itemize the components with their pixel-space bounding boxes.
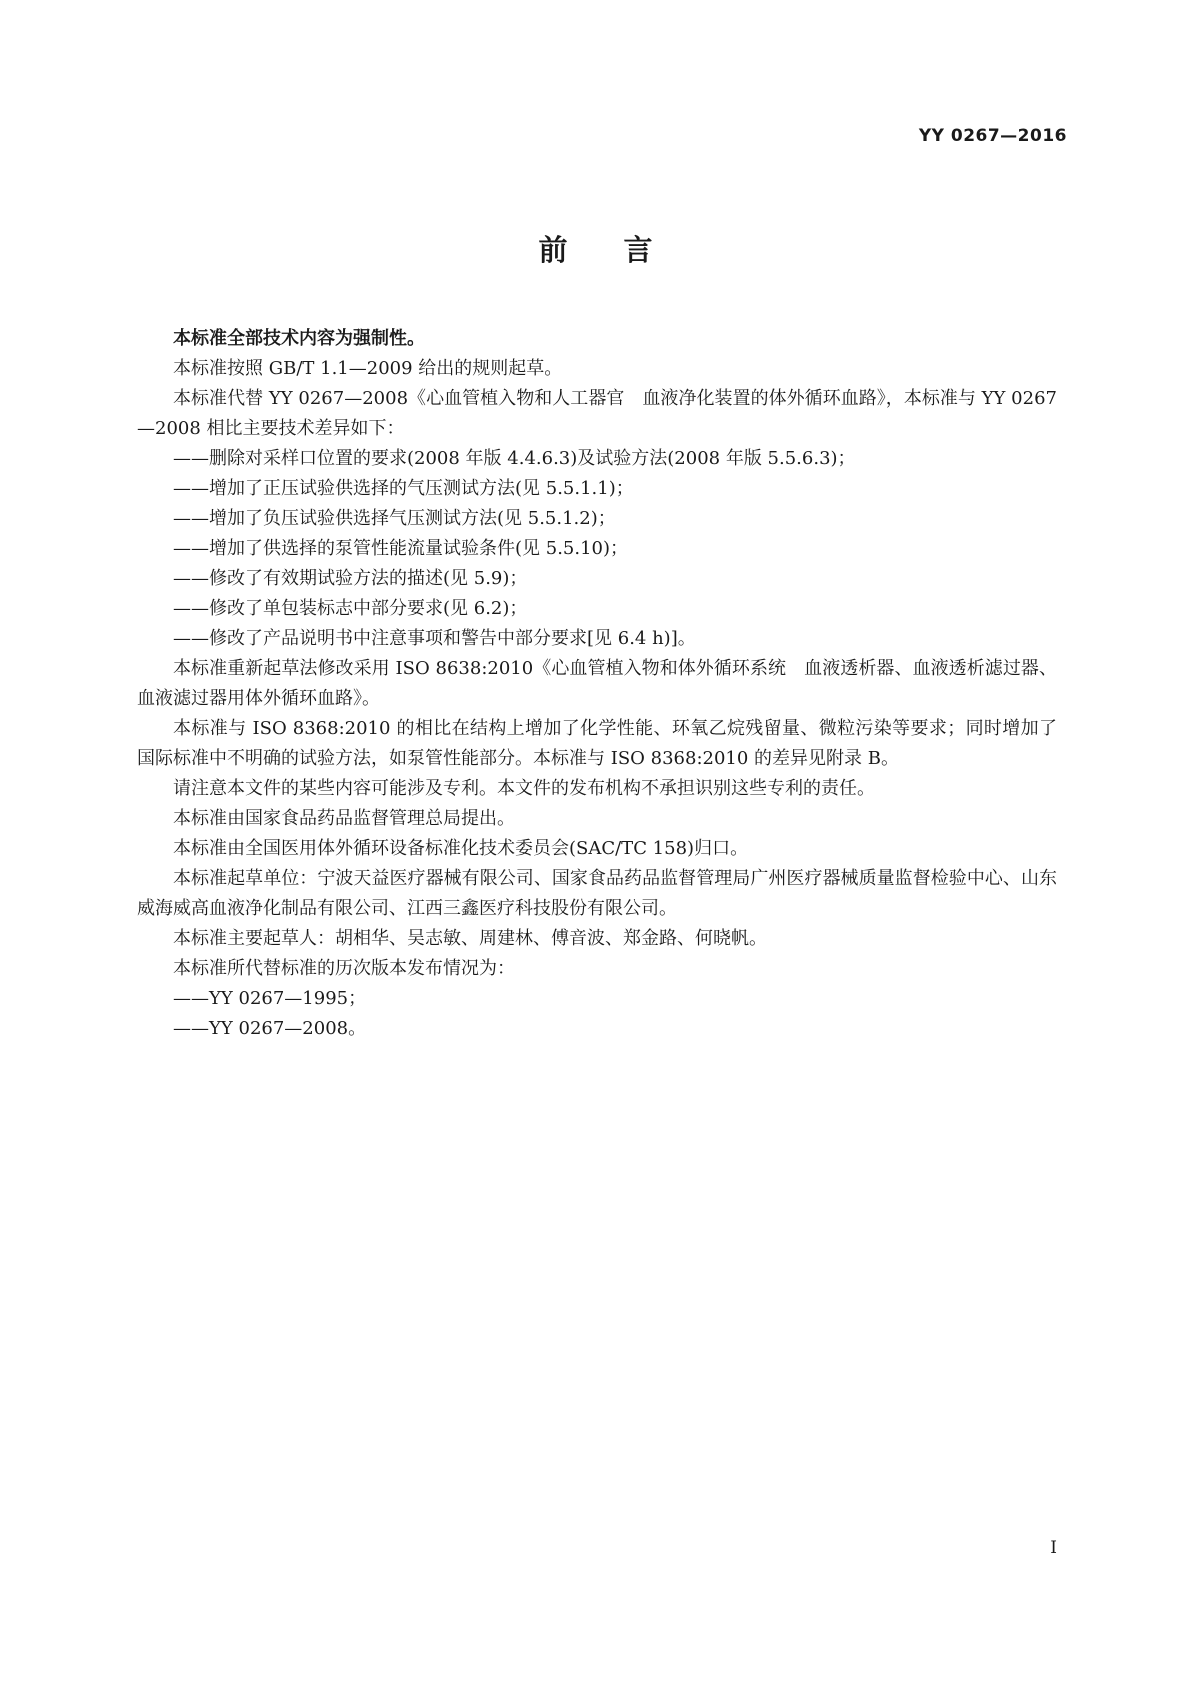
list-item: ——YY 0267—2008。 [173, 1018, 367, 1039]
list-item: ——删除对采样口位置的要求(2008 年版 4.4.6.3)及试验方法(2008 年版 5.5.6.3)； [173, 448, 856, 469]
paragraph-drafting-rules: 本标准按照 GB/T 1.1—2009 给出的规则起草。 [173, 358, 563, 379]
paragraph-replaces: 本标准代替 YY 0267—2008《心血管植入物和人工器官 血液净化装置的体外循环血路》，本标准与 YY 0267—2008 相比主要技术差异如下： [137, 388, 1057, 439]
paragraph-mandatory: 本标准全部技术内容为强制性。 [173, 328, 425, 349]
paragraph-drafting-units: 本标准起草单位：宁波天益医疗器械有限公司、国家食品药品监督管理局广州医疗器械质量监督检验中心、山东威海威高血液净化制品有限公司、江西三鑫医疗科技股份有限公司。 [137, 868, 1057, 919]
list-item: ——增加了供选择的泵管性能流量试验条件(见 5.5.10)； [173, 538, 629, 559]
paragraph-proposed-by: 本标准由国家食品药品监督管理总局提出。 [173, 808, 515, 829]
paragraph-iso-adoption: 本标准重新起草法修改采用 ISO 8638:2010《心血管植入物和体外循环系统 血液透析器、血液透析滤过器、血液滤过器用体外循环血路》。 [137, 658, 1057, 709]
list-item: ——修改了单包装标志中部分要求(见 6.2)； [173, 598, 528, 619]
paragraph-previous-editions: 本标准所代替标准的历次版本发布情况为： [173, 958, 515, 979]
list-item: ——修改了有效期试验方法的描述(见 5.9)； [173, 568, 528, 589]
standard-code: YY 0267—2016 [918, 126, 1067, 146]
paragraph-patent-notice: 请注意本文件的某些内容可能涉及专利。本文件的发布机构不承担识别这些专利的责任。 [173, 778, 875, 799]
list-item: ——修改了产品说明书中注意事项和警告中部分要求[见 6.4 h)]。 [173, 628, 696, 649]
paragraph-drafters: 本标准主要起草人：胡相华、吴志敏、周建林、傅音波、郑金路、何晓帆。 [173, 928, 767, 949]
page-number: I [1050, 1538, 1057, 1558]
paragraph-managed-by: 本标准由全国医用体外循环设备标准化技术委员会(SAC/TC 158)归口。 [173, 838, 749, 859]
page-title: 前言 [538, 233, 709, 267]
paragraph-iso-differences: 本标准与 ISO 8368:2010 的相比在结构上增加了化学性能、环氧乙烷残留量、微粒污染等要求；同时增加了国际标准中不明确的试验方法，如泵管性能部分。本标准与 ISO 8368:2010 的差异见附录 B。 [137, 718, 1057, 769]
list-item: ——增加了负压试验供选择气压测试方法(见 5.5.1.2)； [173, 508, 616, 529]
foreword-body [137, 324, 1057, 1044]
list-item: ——增加了正压试验供选择的气压测试方法(见 5.5.1.1)； [173, 478, 634, 499]
list-item: ——YY 0267—1995； [173, 988, 367, 1009]
